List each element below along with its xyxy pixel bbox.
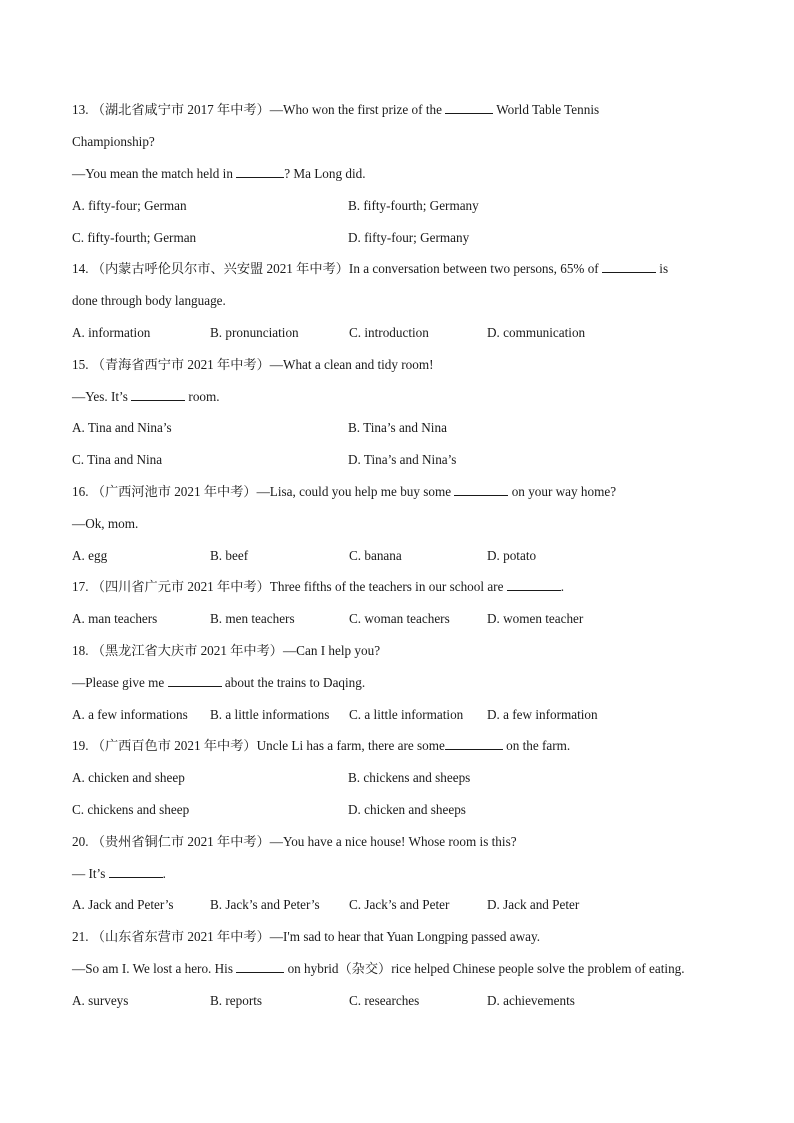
answer-blank [454, 483, 508, 496]
option-a: A. fifty-four; German [72, 198, 187, 213]
answer-blank [445, 737, 503, 750]
option-a: A. chicken and sheep [72, 770, 185, 785]
question-13-line-3 [72, 165, 366, 183]
question-15-line-1 [72, 356, 434, 374]
question-text: 15. （青海省西宁市 2021 年中考）—What a clean and tidy room! [72, 357, 434, 372]
option-c: C. Jack’s and Peter [349, 897, 450, 912]
question-text: 13. （湖北省咸宁市 2017 年中考）—Who won the first prize of the [72, 102, 446, 117]
question-text: 18. （黑龙江省大庆市 2021 年中考）—Can I help you? [72, 643, 381, 658]
question-text: —You mean the match held in [72, 166, 237, 181]
question-text: —Ok, mom. [72, 516, 139, 531]
answer-blank [507, 578, 561, 591]
option-b: B. reports [210, 993, 263, 1008]
option-d: D. women teacher [487, 611, 584, 626]
question-18-line-1 [72, 642, 380, 660]
question-text: on hybrid（杂交）rice helped Chinese people solve the problem of eating. [284, 961, 685, 976]
option-d: D. achievements [487, 993, 575, 1008]
option-b: B. Tina’s and Nina [348, 420, 447, 435]
question-15-line-2 [72, 388, 220, 406]
answer-blank [168, 674, 222, 687]
option-a: A. man teachers [72, 611, 158, 626]
question-text: World Table Tennis [493, 102, 600, 117]
question-text: 16. （广西河池市 2021 年中考）—Lisa, could you help me buy some [72, 484, 455, 499]
question-text: room. [185, 389, 220, 404]
question-text: 21. （山东省东营市 2021 年中考）—I'm sad to hear that Yuan Longping passed away. [72, 929, 541, 944]
question-text: 17. （四川省广元市 2021 年中考）Three fifths of the teachers in our school are [72, 579, 507, 594]
question-16-line-1 [72, 483, 616, 501]
question-text: . [162, 866, 166, 881]
question-18-line-2 [72, 674, 365, 692]
option-b: B. men teachers [210, 611, 295, 626]
question-text: . [560, 579, 565, 594]
option-a: A. a few informations [72, 707, 188, 722]
answer-blank [445, 101, 493, 114]
question-text: — It’s [72, 866, 109, 881]
option-c: C. chickens and sheep [72, 802, 190, 817]
option-d: D. chicken and sheeps [348, 802, 466, 817]
question-text: on your way home? [508, 484, 617, 499]
answer-blank [602, 260, 656, 273]
question-text: —Please give me [72, 675, 168, 690]
question-text: done through body language. [72, 293, 226, 308]
question-text: on the farm. [502, 738, 571, 753]
option-a: A. Jack and Peter’s [72, 897, 174, 912]
answer-blank [109, 865, 163, 878]
question-text: —Yes. It’s [72, 389, 132, 404]
question-text: —So am I. We lost a hero. His [72, 961, 237, 976]
option-b: B. chickens and sheeps [348, 770, 471, 785]
answer-blank [131, 388, 185, 401]
question-14-line-2 [72, 292, 226, 310]
option-b: B. fifty-fourth; Germany [348, 198, 479, 213]
question-20-line-2 [72, 865, 166, 883]
option-b: B. pronunciation [210, 325, 299, 340]
question-text: 19. （广西百色市 2021 年中考）Uncle Li has a farm, there are some [72, 738, 445, 753]
option-c: C. Tina and Nina [72, 452, 163, 467]
option-b: B. a little informations [210, 707, 330, 722]
question-17-line-1 [72, 578, 564, 596]
option-c: C. banana [349, 548, 402, 563]
option-c: C. introduction [349, 325, 429, 340]
option-d: D. potato [487, 548, 537, 563]
question-text: 20. （贵州省铜仁市 2021 年中考）—You have a nice house! Whose room is this? [72, 834, 517, 849]
option-d: D. communication [487, 325, 586, 340]
question-text: ? Ma Long did. [284, 166, 366, 181]
question-text: 14. （内蒙古呼伦贝尔市、兴安盟 2021 年中考）In a conversation between two persons, 65% of [72, 261, 602, 276]
option-d: D. Tina’s and Nina’s [348, 452, 457, 467]
option-c: C. researches [349, 993, 420, 1008]
question-13-line-1 [72, 101, 599, 119]
question-14-line-1 [72, 260, 668, 278]
option-a: A. surveys [72, 993, 129, 1008]
option-d: D. fifty-four; Germany [348, 230, 470, 245]
question-text: is [656, 261, 669, 276]
answer-blank [236, 960, 284, 973]
option-d: D. a few information [487, 707, 598, 722]
question-16-line-2 [72, 515, 138, 533]
question-13-line-2 [72, 133, 155, 151]
option-a: A. information [72, 325, 151, 340]
answer-blank [236, 165, 284, 178]
option-b: B. Jack’s and Peter’s [210, 897, 320, 912]
option-a: A. Tina and Nina’s [72, 420, 172, 435]
option-c: C. woman teachers [349, 611, 450, 626]
question-text: about the trains to Daqing. [221, 675, 366, 690]
option-d: D. Jack and Peter [487, 897, 580, 912]
question-19-line-1 [72, 737, 570, 755]
option-a: A. egg [72, 548, 108, 563]
question-21-line-2 [72, 960, 685, 978]
question-20-line-1 [72, 833, 517, 851]
question-text: Championship? [72, 134, 155, 149]
question-21-line-1 [72, 928, 540, 946]
option-c: C. a little information [349, 707, 464, 722]
option-c: C. fifty-fourth; German [72, 230, 197, 245]
option-b: B. beef [210, 548, 249, 563]
